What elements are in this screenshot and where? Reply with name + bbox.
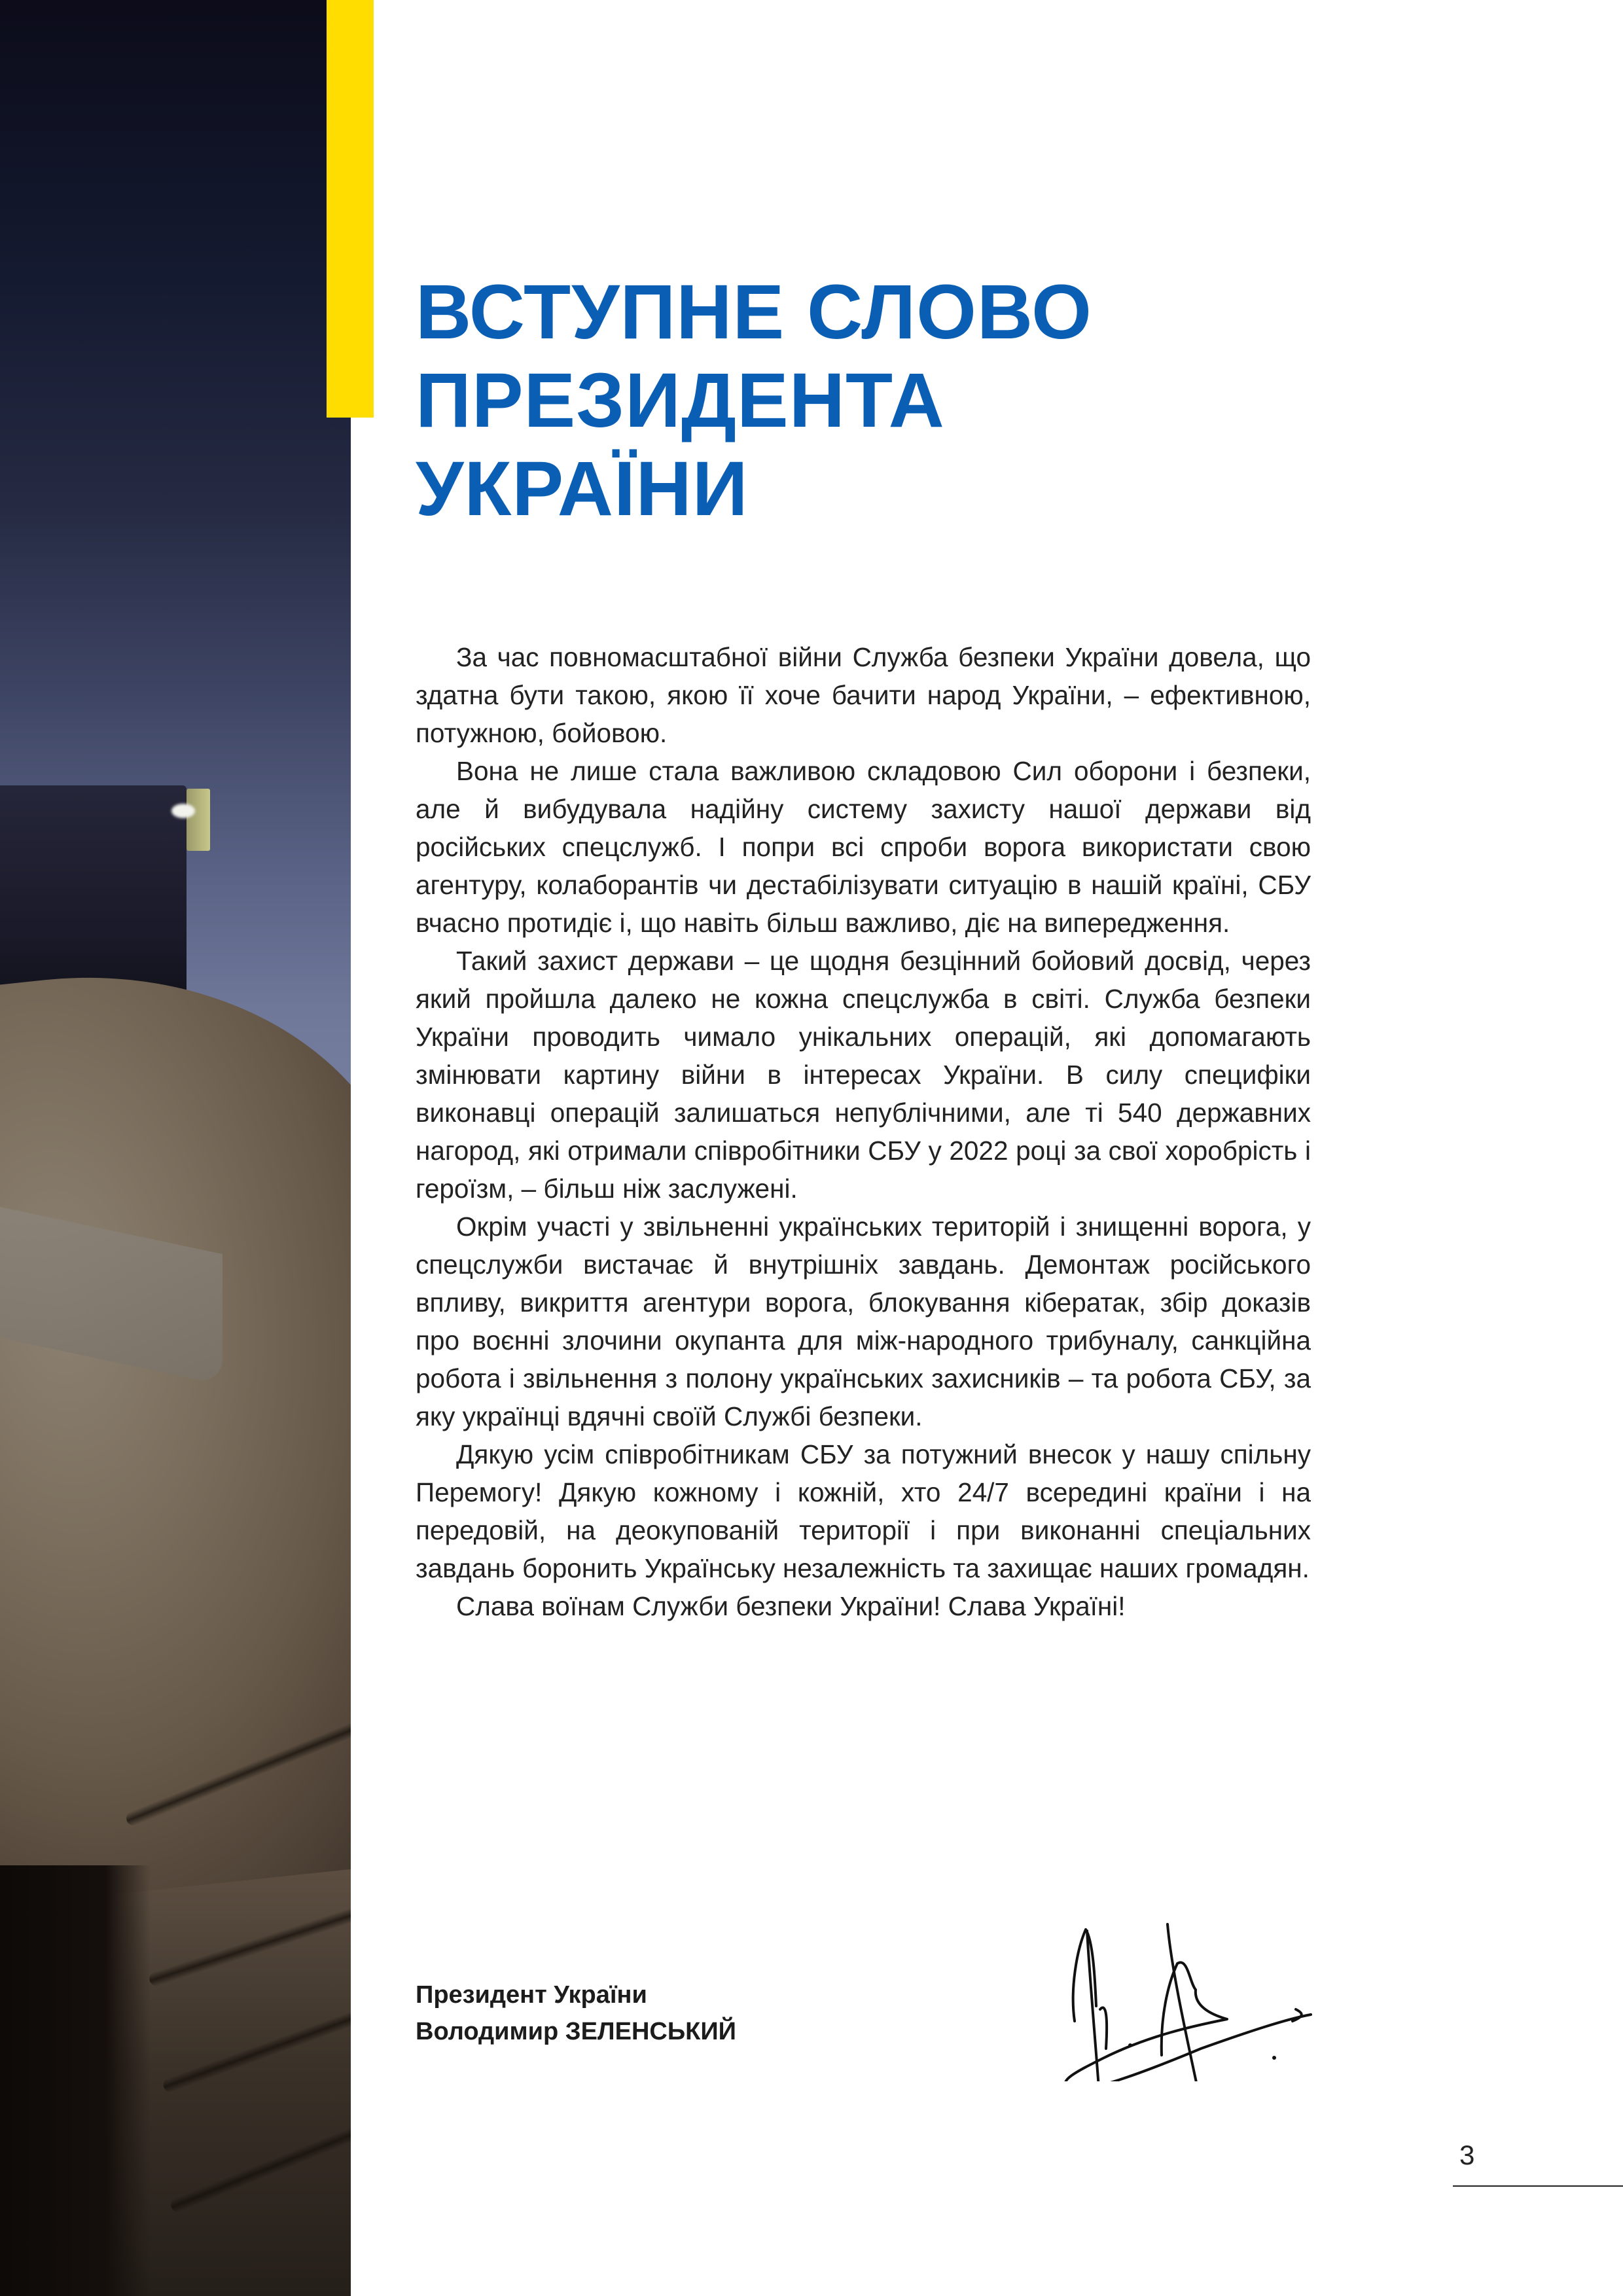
paragraph: Вона не лише стала важливою складовою Сил оборони і безпеки, але й вибудувала надійну систему захисту нашої держави від російських спецслужб. І попри всі спроби ворога використати свою агентуру, колаборантів чи дестабілізувати ситуацію в нашій країні, СБУ вчасно протидіє і, що навіть більш важливо, діє на випередження.: [416, 756, 1311, 938]
photo-chair-edge: [187, 789, 210, 851]
title-line: УКРАЇНИ: [416, 446, 749, 532]
paragraph: За час повномасштабної війни Служба безпеки України довела, що здатна бути такою, якою її хоче бачити народ України, – ефективною, потужною, бойовою.: [416, 642, 1311, 748]
footer-divider: [1453, 2185, 1623, 2187]
signature-stroke: [1293, 2009, 1302, 2021]
photo-jacket-shoulder: [0, 944, 351, 1909]
photo-jacket-fold: [147, 1901, 351, 1988]
signature-dot: [1128, 2043, 1132, 2047]
photo-jacket-fold: [161, 2005, 351, 2094]
page-title: [416, 268, 1092, 533]
signatory-name: Володимир ЗЕЛЕНСЬКИЙ: [416, 2018, 736, 2045]
paragraph: Окрім участі у звільненні українських територій і знищенні ворога, у спецслужби вистачає й внутрішніх завдань. Демонтаж російського впливу, викриття агентури ворога, блокування кібератак, збір доказів про воєнні злочини окупанта для між-народного трибуналу, санкційна робота і звільнення з полону українських захисників – та робота СБУ, за яку українці вдячні своїй Службі безпеки.: [416, 1211, 1311, 1431]
paragraph: Дякую усім співробітникам СБУ за потужний внесок у нашу спільну Перемогу! Дякую кожному і кожній, хто 24/7 всередині країни і на передовій, на деокупованій території і при виконанні спеціальних завдань боронить Українську незалежність та захищає наших громадян.: [416, 1439, 1311, 1583]
paragraph: Слава воїнам Служби безпеки України! Слава Україні!: [456, 1591, 1126, 1621]
photo-highlight: [171, 804, 195, 818]
title-line: ПРЕЗИДЕНТА: [416, 357, 945, 444]
paragraph: Такий захист держави – це щодня безцінний бойовий досвід, через який пройшла далеко не кожна спецслужба в світі. Служба безпеки України проводить чимало унікальних операцій, які допомагають змінювати картину війни в інтересах України. В силу специфіки виконавці операцій залишаться непублічними, але ті 540 державних нагород, які отримали співробітники СБУ у 2022 році за свої хоробрість і героїзм, – більш ніж заслужені.: [416, 946, 1311, 1204]
page-number: 3: [1459, 2140, 1475, 2170]
signature-dot: [1272, 2056, 1276, 2060]
signature-icon: [1031, 1872, 1319, 2081]
accent-bar: [327, 0, 374, 418]
signature-block: [416, 1977, 736, 2050]
signature-stroke: [1100, 2008, 1107, 2049]
title-line: ВСТУПНЕ СЛОВО: [416, 269, 1092, 355]
letter-body: [416, 638, 1311, 1625]
signatory-position: Президент України: [416, 1981, 647, 2009]
photo-shadow: [0, 1865, 151, 2296]
cover-photo: [0, 0, 351, 2296]
signature-stroke: [1168, 1924, 1200, 2081]
signature-stroke: [1065, 1962, 1311, 2081]
photo-jacket-fold: [169, 2120, 351, 2214]
